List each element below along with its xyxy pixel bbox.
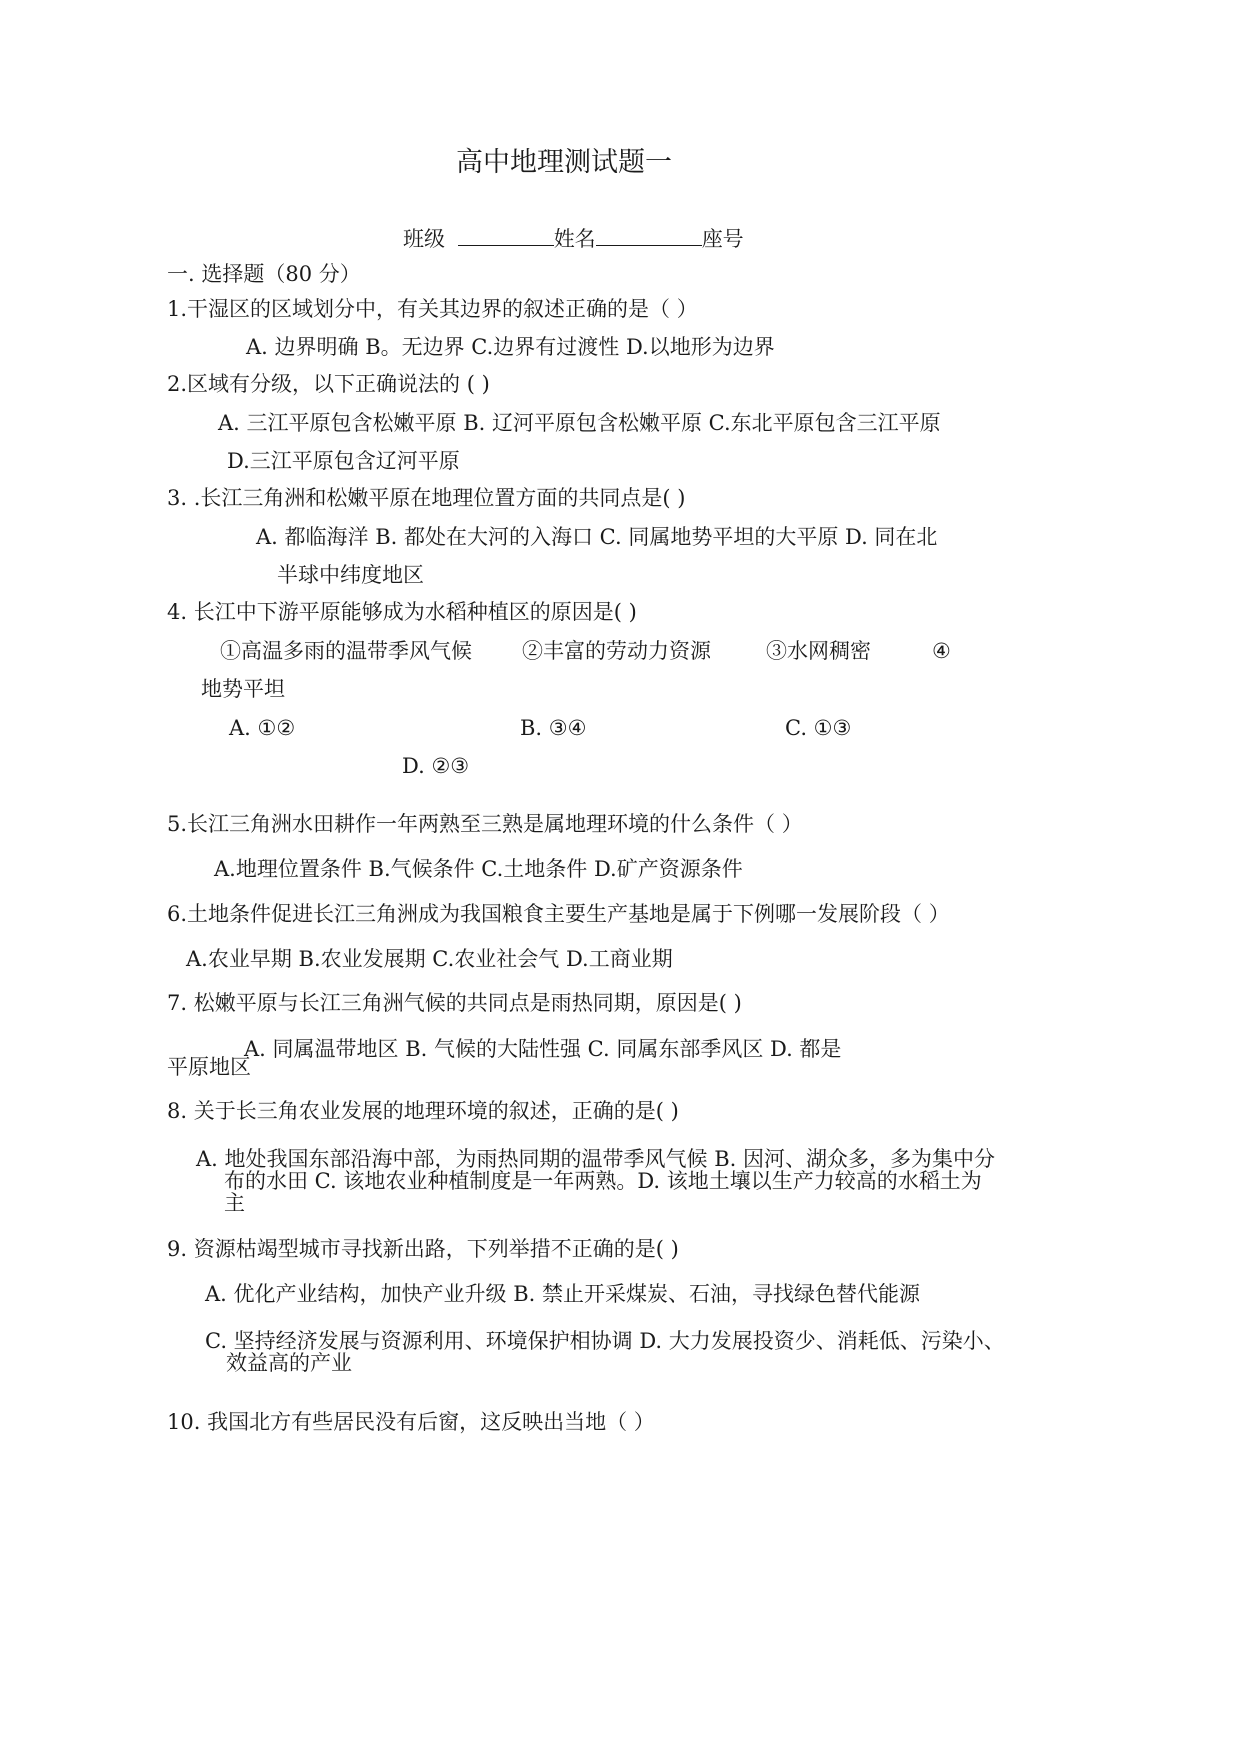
question-4-option-b: B. ③④ <box>520 716 587 740</box>
question-4-option-c: C. ①③ <box>785 716 852 740</box>
section-heading: 一. 选择题（80 分） <box>167 262 361 286</box>
question-8-stem: 8. 关于长三角农业发展的地理环境的叙述，正确的是( ) <box>167 1099 679 1123</box>
question-4-item-2: ②丰富的劳动力资源 <box>522 639 711 663</box>
question-9-options-line2: C. 坚持经济发展与资源利用、环境保护相协调 D. 大力发展投资少、消耗低、污染小、 <box>205 1329 1005 1353</box>
question-1-options: A. 边界明确 B。无边界 C.边界有过渡性 D.以地形为边界 <box>246 335 775 359</box>
page-title: 高中地理测试题一 <box>456 147 672 178</box>
question-9-options-line1: A. 优化产业结构，加快产业升级 B. 禁止开采煤炭、石油，寻找绿色替代能源 <box>205 1282 920 1306</box>
question-7-stem: 7. 松嫩平原与长江三角洲气候的共同点是雨热同期，原因是( ) <box>167 991 742 1015</box>
question-9-options-line3: 效益高的产业 <box>226 1351 352 1375</box>
question-7-options-line2: 平原地区 <box>167 1055 251 1079</box>
question-4-item-4-cont: 地势平坦 <box>201 677 285 701</box>
seat-label: 座号 <box>701 227 744 251</box>
question-8-options-line1: A. 地处我国东部沿海中部，为雨热同期的温带季风气候 B. 因河、湖众多，多为集中分 <box>196 1147 995 1171</box>
question-7-options-line1: A. 同属温带地区 B. 气候的大陆性强 C. 同属东部季风区 D. 都是 <box>244 1037 842 1061</box>
class-blank[interactable] <box>458 225 554 246</box>
question-6-options: A.农业早期 B.农业发展期 C.农业社会气 D.工商业期 <box>186 947 673 971</box>
question-8-options-line3: 主 <box>224 1191 245 1215</box>
question-4-item-4: ④ <box>932 639 951 663</box>
question-3-stem: 3. .长江三角洲和松嫩平原在地理位置方面的共同点是( ) <box>167 486 686 510</box>
question-3-options-line2: 半球中纬度地区 <box>277 563 424 587</box>
question-1-stem: 1.干湿区的区域划分中，有关其边界的叙述正确的是（ ） <box>167 297 698 321</box>
question-10-stem: 10. 我国北方有些居民没有后窗，这反映出当地（ ） <box>167 1410 655 1434</box>
question-9-stem: 9. 资源枯竭型城市寻找新出路，下列举措不正确的是( ) <box>167 1237 679 1261</box>
question-2-stem: 2.区域有分级，以下正确说法的 ( ) <box>167 372 490 396</box>
question-4-option-d: D. ②③ <box>402 754 470 778</box>
class-label: 班级 <box>403 227 445 251</box>
question-5-stem: 5.长江三角洲水田耕作一年两熟至三熟是属地理环境的什么条件（ ） <box>167 812 803 836</box>
question-2-options-line2: D.三江平原包含辽河平原 <box>227 449 460 473</box>
question-2-options-line1: A. 三江平原包含松嫩平原 B. 辽河平原包含松嫩平原 C.东北平原包含三江平原 <box>218 411 941 435</box>
question-3-options-line1: A. 都临海洋 B. 都处在大河的入海口 C. 同属地势平坦的大平原 D. 同在北 <box>256 525 938 549</box>
student-info-line <box>403 225 744 252</box>
name-label: 姓名 <box>553 227 596 251</box>
question-4-option-a: A. ①② <box>229 716 296 740</box>
question-4-item-1: ①高温多雨的温带季风气候 <box>220 639 472 663</box>
question-6-stem: 6.土地条件促进长江三角洲成为我国粮食主要生产基地是属于下例哪一发展阶段（ ） <box>167 902 950 926</box>
name-blank[interactable] <box>596 225 702 246</box>
question-4-stem: 4. 长江中下游平原能够成为水稻种植区的原因是( ) <box>167 600 637 624</box>
question-5-options: A.地理位置条件 B.气候条件 C.土地条件 D.矿产资源条件 <box>214 857 743 881</box>
question-8-options-line2: 布的水田 C. 该地农业种植制度是一年两熟。D. 该地土壤以生产力较高的水稻土为 <box>224 1169 982 1193</box>
question-4-item-3: ③水网稠密 <box>766 639 871 663</box>
